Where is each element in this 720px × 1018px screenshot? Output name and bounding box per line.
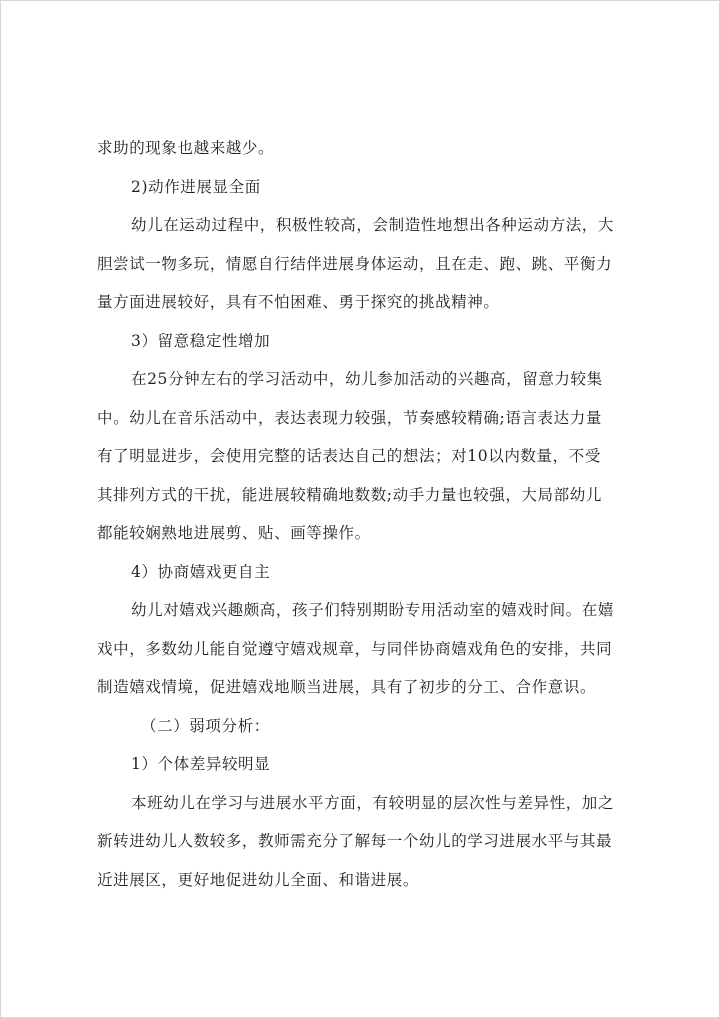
paragraph-line: 幼儿在运动过程中，积极性较高，会制造性地想出各种运动方法，大 [131,216,615,234]
paragraph-line: 戏中，多数幼儿能自觉遵守嬉戏规章，与同伴协商嬉戏角色的安排，共同 [97,639,613,658]
section-heading: （二）弱项分析： [141,716,270,735]
text-line: 求助的现象也越来越少。 [97,139,275,157]
paragraph-line: 中。幼儿在音乐活动中，表达表现力较强，节奏感较精确;语言表达力量 [97,408,602,427]
paragraph-line: 量方面进展较好，具有不怕困难、勇于探究的挑战精神。 [97,293,500,311]
paragraph-line: 新转进幼儿人数较多，教师需充分了解每一个幼儿的学习进展水平与其最 [97,832,613,850]
document-body [97,129,631,899]
paragraph-line: 幼儿对嬉戏兴趣颇高，孩子们特别期盼专用活动室的嬉戏时间。在嬉 [131,601,615,619]
section-heading: 4）协商嬉戏更自主 [131,562,271,581]
paragraph-line: 近进展区，更好地促进幼儿全面、和谐进展。 [97,870,420,889]
paragraph-line: 胆尝试一物多玩，情愿自行结伴进展身体运动，且在走、跑、跳、平衡力 [97,254,613,273]
paragraph-line: 有了明显进步，会使用完整的话表达自己的想法；对10以内数量，不受 [97,447,601,465]
paragraph-line: 本班幼儿在学习与进展水平方面，有较明显的层次性与差异性，加之 [131,793,615,812]
section-heading: 2)动作进展显全面 [131,177,261,196]
paragraph-line: 制造嬉戏情境，促进嬉戏地顺当进展，具有了初步的分工、合作意识。 [97,678,597,696]
paragraph-line: 都能较娴熟地进展剪、贴、画等操作。 [97,524,371,542]
paragraph-line: 其排列方式的干扰，能进展较精确地数数;动手力量也较强，大局部幼儿 [97,485,602,504]
section-heading: 3）留意稳定性增加 [131,331,271,350]
section-heading: 1）个体差异较明显 [131,755,271,773]
paragraph-line: 在25分钟左右的学习活动中，幼儿参加活动的兴趣高，留意力较集 [131,370,603,388]
